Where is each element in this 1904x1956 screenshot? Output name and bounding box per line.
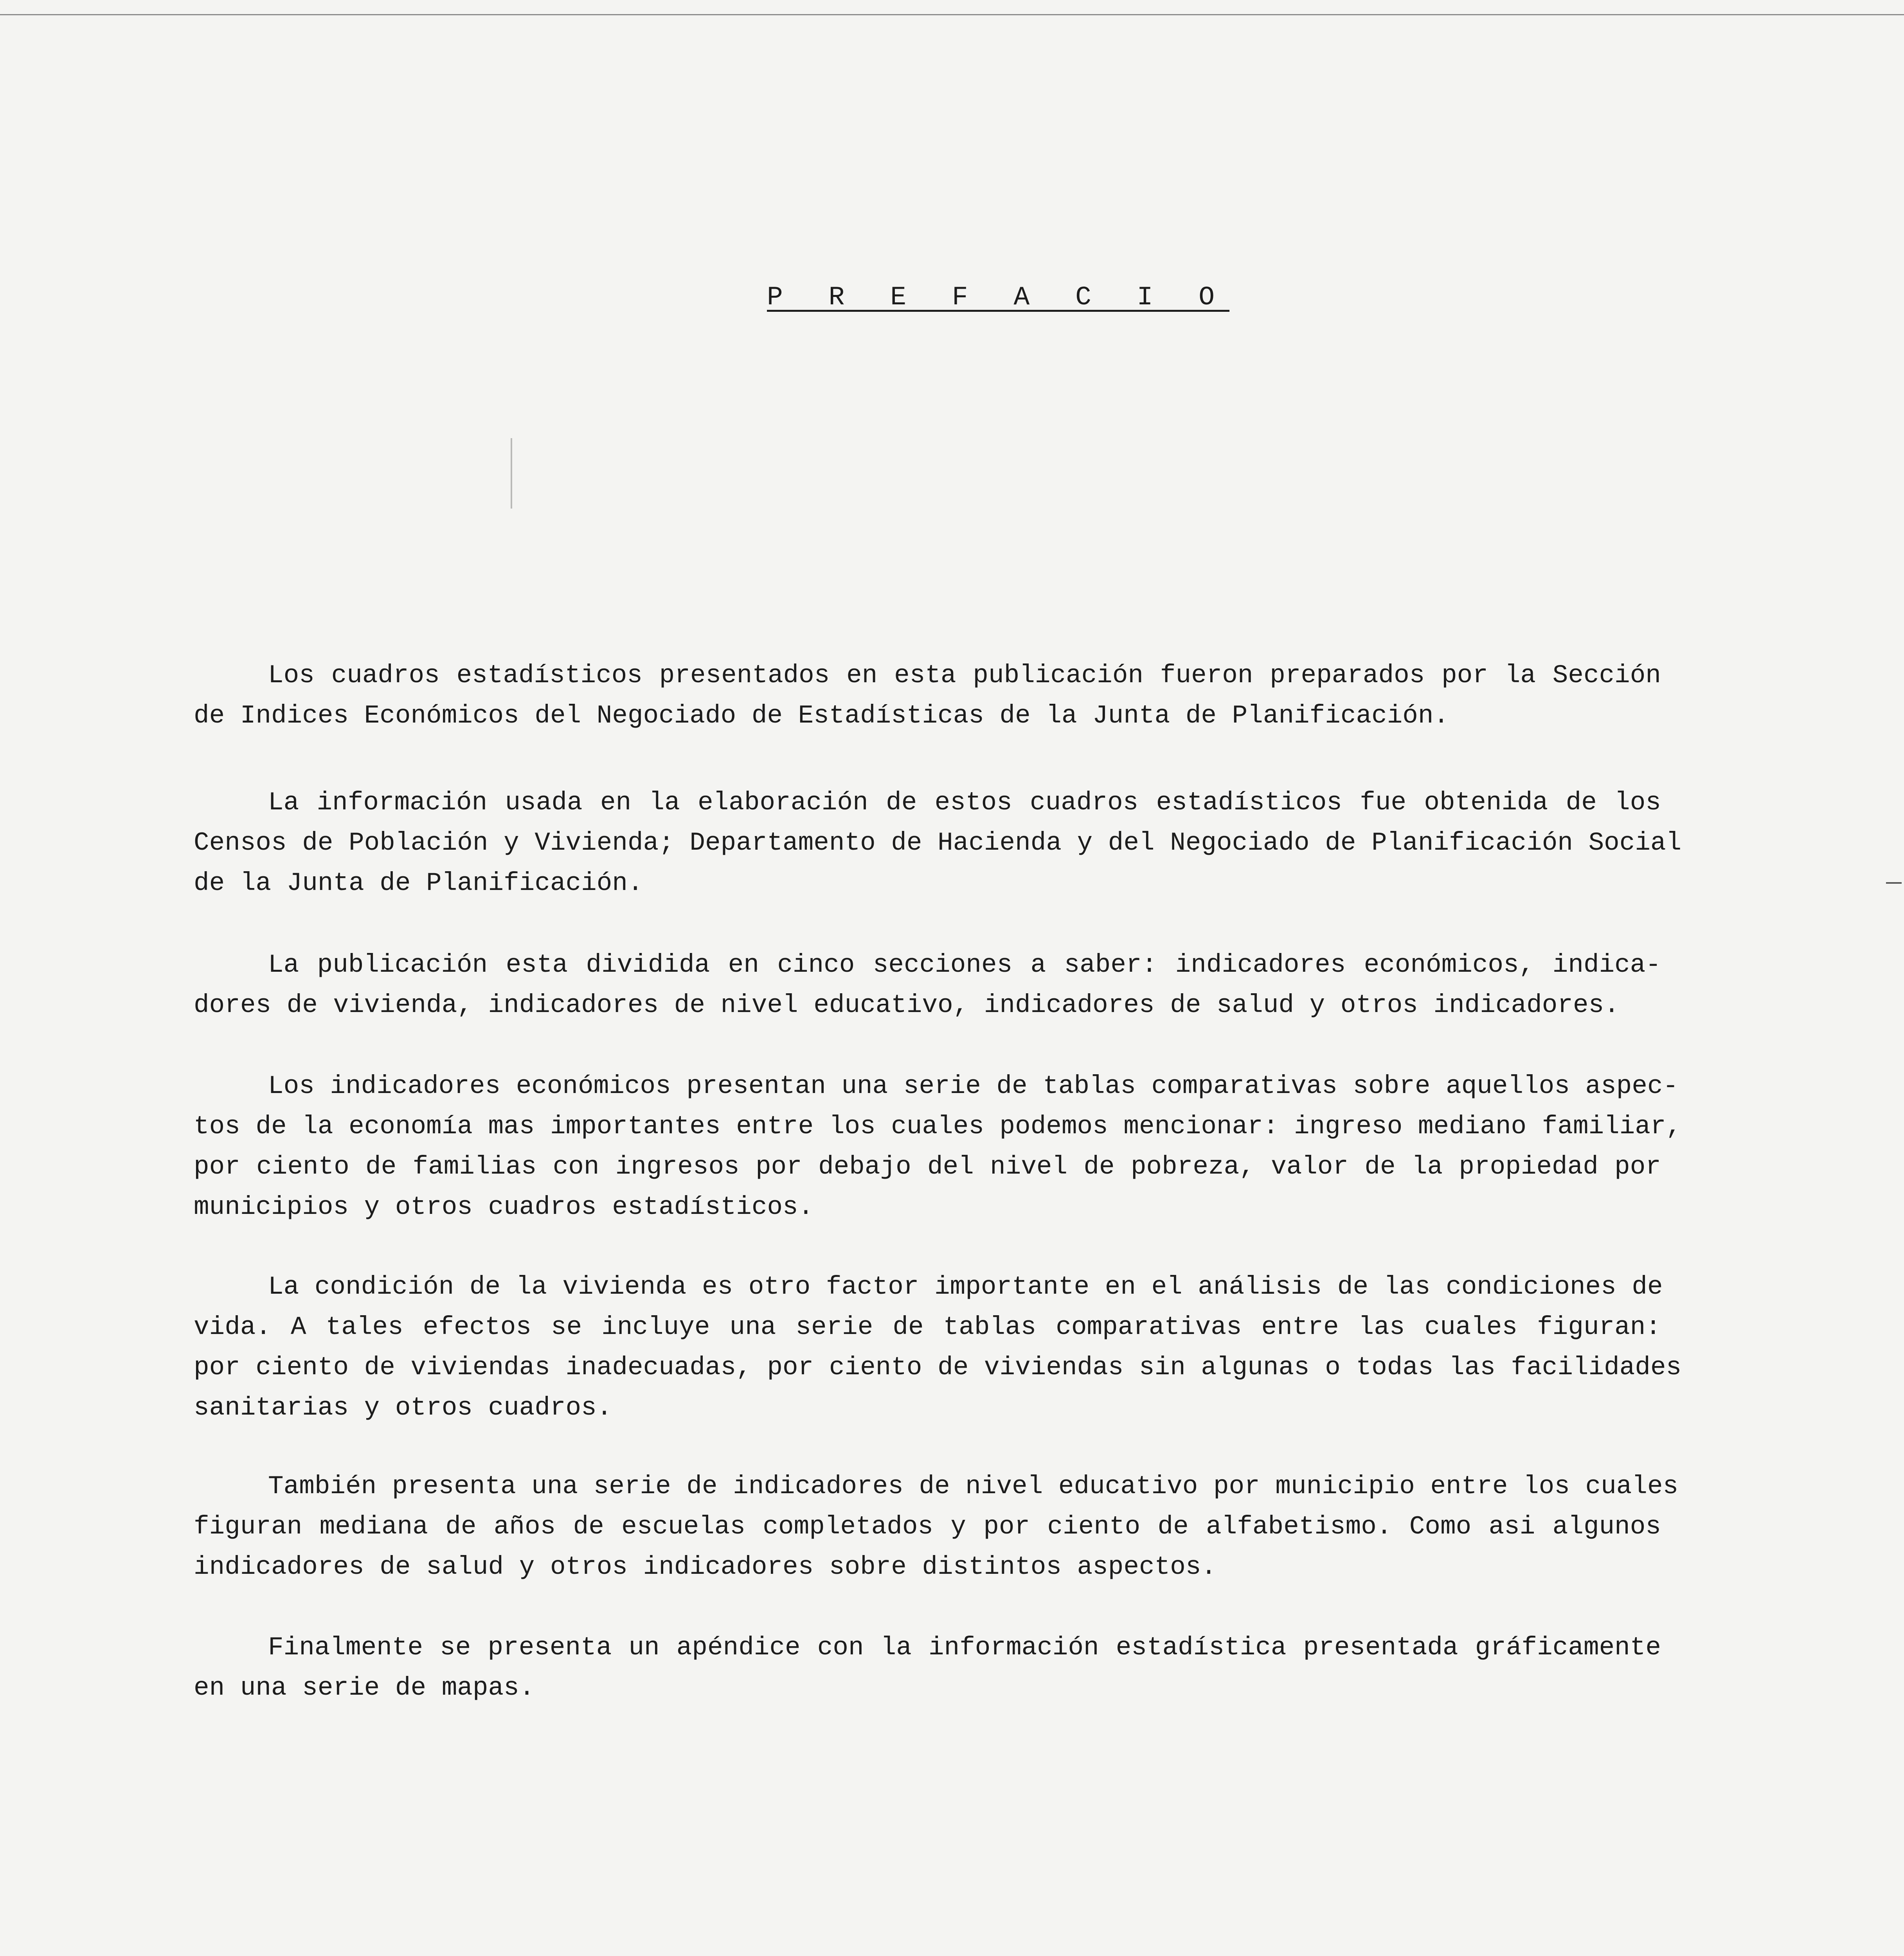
paragraph-line: por ciento de viviendas inadecuadas, por ciento de viviendas sin algunas o todas las facilidades [194,1353,1682,1382]
page-title: P R E F A C I O [767,282,1230,313]
paragraph-7 [194,1627,1661,1708]
paragraph-line: de la Junta de Planificación. [194,868,643,898]
paragraph-line: sanitarias y otros cuadros. [194,1393,612,1422]
paragraph-6 [194,1466,1679,1587]
paragraph-line: Finalmente se presenta un apéndice con la información estadística presentada gráficamente [268,1633,1661,1662]
paragraph-line: También presenta una serie de indicadores de nivel educativo por municipio entre los cuales [268,1472,1679,1501]
paragraph-line: Los indicadores económicos presentan una serie de tablas comparativas sobre aquellos aspec- [268,1071,1679,1101]
top-edge-rule [0,14,1904,15]
paragraph-line: La condición de la vivienda es otro factor importante en el análisis de las condiciones de [268,1272,1663,1302]
paragraph-5 [194,1267,1682,1428]
paragraph-line: tos de la economía mas importantes entre los cuales podemos mencionar: ingreso mediano familiar, [194,1112,1682,1141]
paragraph-line: en una serie de mapas. [194,1673,535,1703]
paragraph-3 [194,945,1661,1025]
paragraph-line: Censos de Población y Vivienda; Departamento de Hacienda y del Negociado de Planificación Social [194,828,1682,858]
paragraph-line: indicadores de salud y otros indicadores sobre distintos aspectos. [194,1552,1217,1582]
paragraph-line: por ciento de familias con ingresos por debajo del nivel de pobreza, valor de la propiedad por [194,1152,1661,1181]
scan-artifact-mark [511,438,512,509]
paragraph-line: municipios y otros cuadros estadísticos. [194,1192,814,1222]
paragraph-line: de Indices Económicos del Negociado de Estadísticas de la Junta de Planificación. [194,701,1449,730]
paragraph-4 [194,1066,1682,1227]
paragraph-line: vida. A tales efectos se incluye una serie de tablas comparativas entre las cuales figuran: [194,1312,1661,1342]
paragraph-line: La publicación esta dividida en cinco secciones a saber: indicadores económicos, indica- [268,950,1661,980]
paragraph-line: figuran mediana de años de escuelas completados y por ciento de alfabetismo. Como asi algunos [194,1512,1661,1541]
paragraph-line: dores de vivienda, indicadores de nivel educativo, indicadores de salud y otros indicadores. [194,991,1620,1020]
paragraph-line: La información usada en la elaboración de estos cuadros estadísticos fue obtenida de los [268,788,1661,817]
paragraph-line: Los cuadros estadísticos presentados en esta publicación fueron preparados por la Sección [268,661,1661,690]
scan-artifact-mark [1886,882,1902,884]
paragraph-2 [194,782,1682,903]
paragraph-1 [194,655,1661,736]
